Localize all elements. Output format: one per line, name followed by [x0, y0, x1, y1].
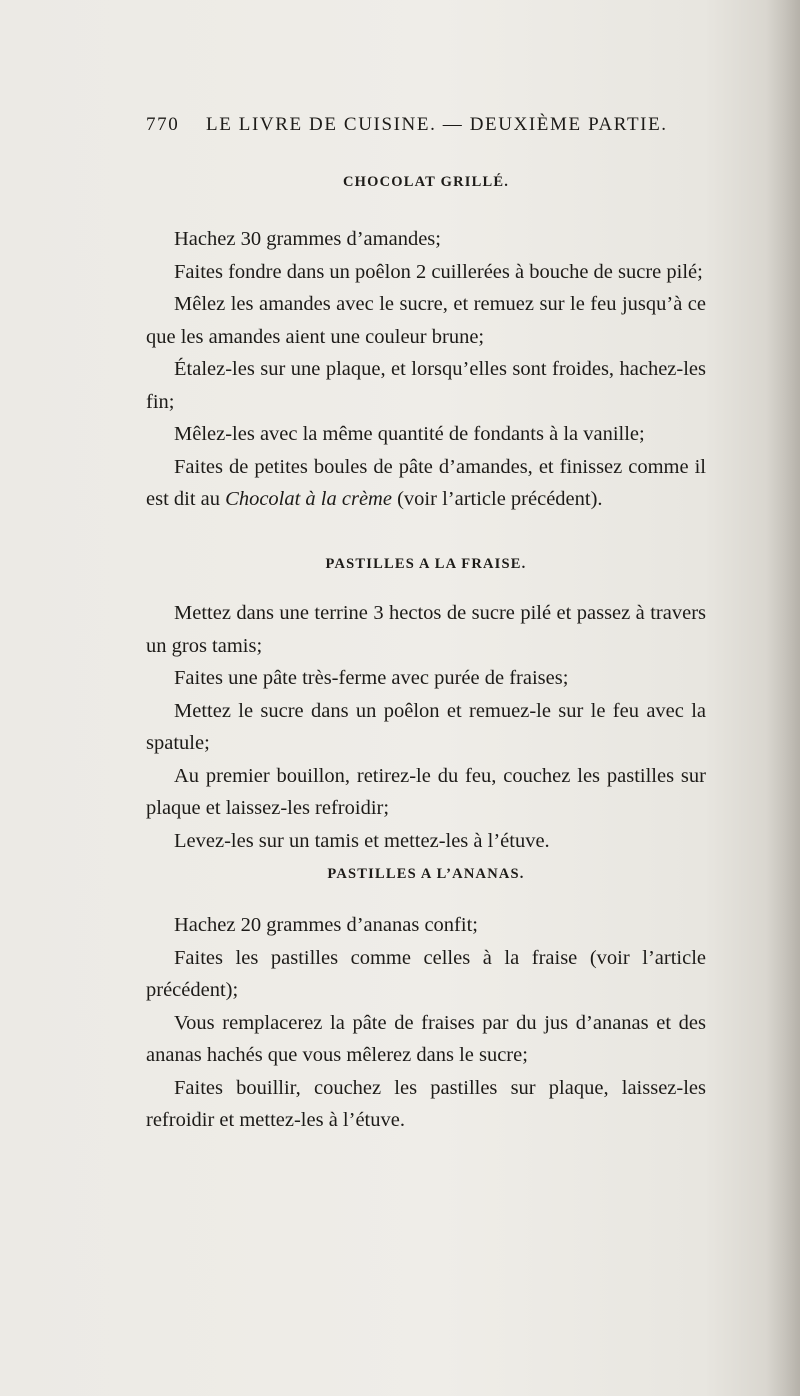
paragraph: Mêlez les amandes avec le sucre, et remuez sur le feu jusqu’à ce que les amandes aient une couleur brune;: [146, 293, 706, 348]
paragraph-text: (voir l’article précédent).: [391, 488, 603, 510]
paragraph: Mettez le sucre dans un poêlon et remuez-le sur le feu avec la spatule;: [146, 699, 706, 754]
section-body-pastilles-fraise: [146, 597, 706, 857]
paragraph: Faites bouillir, couchez les pastilles sur plaque, laissez-les refroidir et mettez-les à l’étuve.: [146, 1076, 706, 1131]
paragraph: Au premier bouillon, retirez-le du feu, couchez les pastilles sur plaque et laissez-les refroidir;: [146, 764, 706, 819]
section-title-pastilles-fraise: PASTILLES A LA FRAISE.: [325, 556, 527, 572]
paragraph: Faites les pastilles comme celles à la fraise (voir l’article précédent);: [146, 946, 706, 1001]
paragraph: Hachez 30 grammes d’amandes;: [174, 228, 441, 250]
running-title: LE LIVRE DE CUISINE. — DEUXIÈME PARTIE.: [206, 114, 668, 135]
paragraph: Faites une pâte très-ferme avec purée de fraises;: [174, 667, 569, 689]
section-title-chocolat-grille: CHOCOLAT GRILLÉ.: [342, 174, 510, 190]
paragraph: Mêlez-les avec la même quantité de fondants à la vanille;: [174, 423, 645, 445]
page-number: 770: [146, 114, 180, 135]
paragraph: Hachez 20 grammes d’ananas confit;: [174, 914, 478, 936]
paragraph: [146, 451, 706, 516]
section-body-chocolat-grille: [146, 223, 706, 516]
section-title-pastilles-ananas: PASTILLES A L’ANANAS.: [327, 866, 525, 882]
section-body-pastilles-ananas: [146, 909, 706, 1137]
paragraph-text: Faites de petites boules de pâte d’amandes, et finissez comme il est dit au: [146, 455, 706, 510]
paragraph: Étalez-les sur une plaque, et lorsqu’elles sont froides, hachez-les fin;: [146, 358, 706, 413]
page-edge-shadow: [766, 0, 800, 1396]
paragraph: Vous remplacerez la pâte de fraises par du jus d’ananas et des ananas hachés que vous mêlerez dans le sucre;: [146, 1011, 706, 1066]
running-head: [146, 114, 706, 144]
paragraph: Faites fondre dans un poêlon 2 cuillerées à bouche de sucre pilé;: [174, 260, 703, 283]
paragraph: Levez-les sur un tamis et mettez-les à l’étuve.: [174, 829, 550, 852]
cross-reference-title: Chocolat à la crème: [225, 488, 392, 510]
paragraph: Mettez dans une terrine 3 hectos de sucre pilé et passez à travers un gros tamis;: [146, 602, 706, 657]
